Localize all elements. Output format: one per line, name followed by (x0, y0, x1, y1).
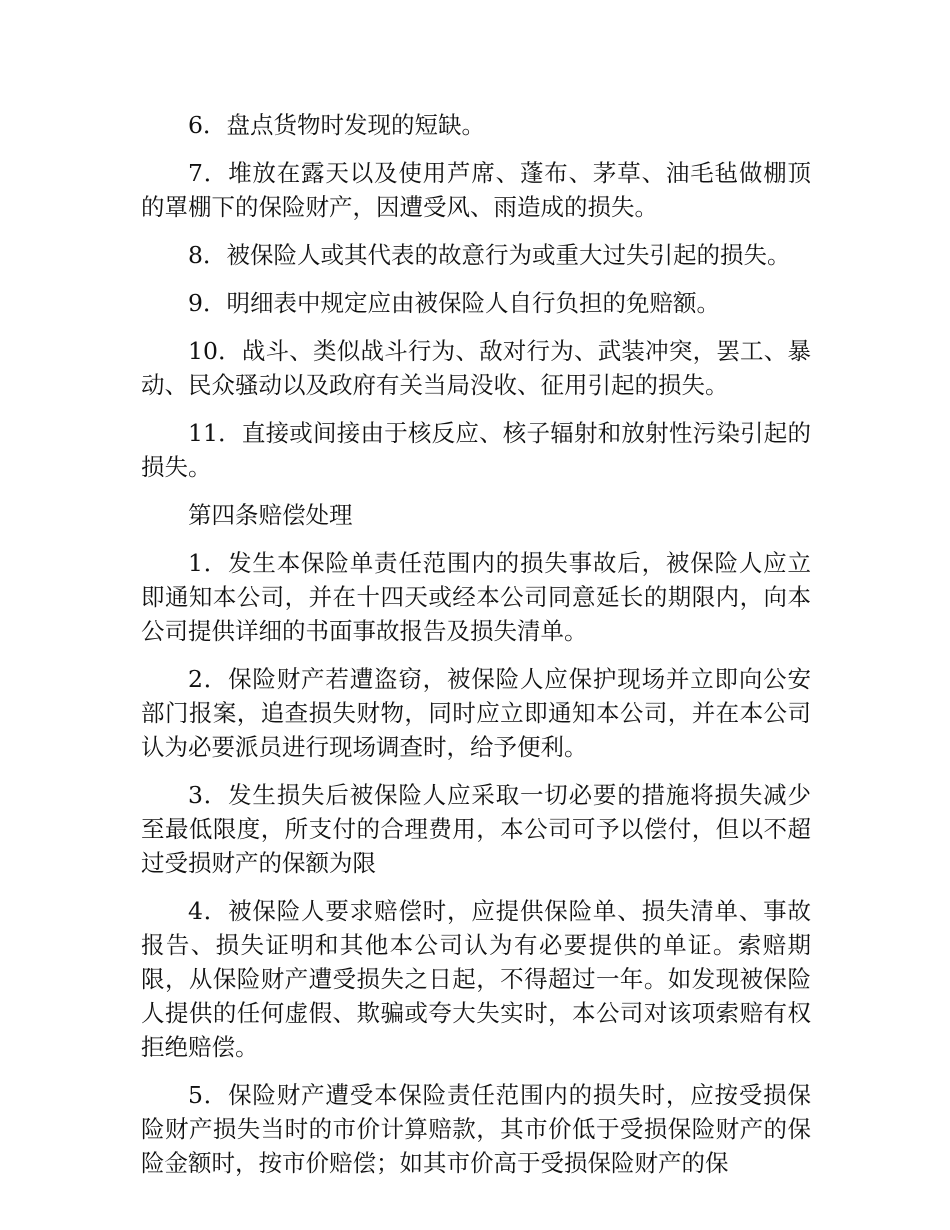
clause-item: 6．盘点货物时发现的短缺。 (188, 111, 485, 139)
section-heading: 第四条赔偿处理 (188, 501, 353, 529)
clause-item: 4．被保险人要求赔偿时，应提供保险单、损失清单、事故报告、损失证明和其他本公司认为有必要提供的单证。索赔期限，从保险财产遭受损失之日起，不得超过一年。如发现被保险人提供的任何虚假、欺骗或夸大失实时，本公司对该项索赔有权拒绝赔偿。 (141, 897, 811, 1061)
clause-item: 5．保险财产遭受本保险责任范围内的损失时，应按受损保险财产损失当时的市价计算赔款，其市价低于受损保险财产的保险金额时，按市价赔偿；如其市价高于受损保险财产的保 (141, 1081, 811, 1177)
clause-item: 2．保险财产若遭盗窃，被保险人应保护现场并立即向公安部门报案，追查损失财物，同时应立即通知本公司，并在本公司认为必要派员进行现场调查时，给予便利。 (141, 665, 811, 761)
clause-item: 7．堆放在露天以及使用芦席、蓬布、茅草、油毛毡做棚顶的罩棚下的保险财产，因遭受风、雨造成的损失。 (141, 159, 811, 221)
clause-item: 9．明细表中规定应由被保险人自行负担的免赔额。 (188, 289, 720, 317)
clause-item: 3．发生损失后被保险人应采取一切必要的措施将损失减少至最低限度，所支付的合理费用，本公司可予以偿付，但以不超过受损财产的保额为限 (141, 781, 811, 877)
document-body (141, 108, 811, 1194)
clause-item: 10．战斗、类似战斗行为、敌对行为、武装冲突，罢工、暴动、民众骚动以及政府有关当局没收、征用引起的损失。 (141, 337, 811, 399)
clause-item: 11．直接或间接由于核反应、核子辐射和放射性污染引起的损失。 (141, 419, 811, 481)
clause-item: 1．发生本保险单责任范围内的损失事故后，被保险人应立即通知本公司，并在十四天或经本公司同意延长的期限内，向本公司提供详细的书面事故报告及损失清单。 (141, 549, 811, 645)
clause-item: 8．被保险人或其代表的故意行为或重大过失引起的损失。 (188, 241, 791, 269)
